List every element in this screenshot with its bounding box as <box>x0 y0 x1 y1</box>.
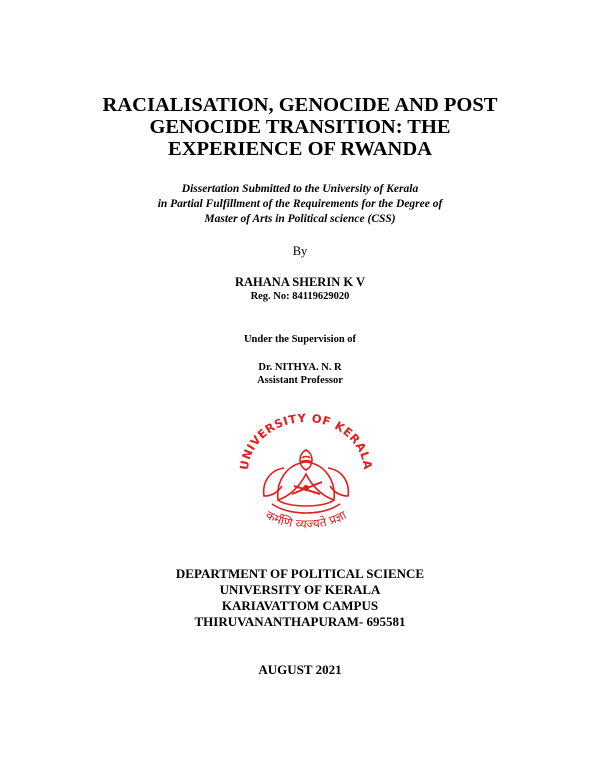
submission-date: AUGUST 2021 <box>258 662 342 677</box>
svg-text:कर्मणि व्यज्यते प्रज्ञा <box>263 507 349 531</box>
title-line-1: RACIALISATION, GENOCIDE AND POST <box>102 94 498 116</box>
submission-line-1: Dissertation Submitted to the University of Kerala <box>181 183 419 195</box>
submission-line-2: in Partial Fulfillment of the Requirements for the Degree of <box>157 198 443 210</box>
department-line-3: KARIAVATTOM CAMPUS <box>221 598 379 613</box>
title-line-3: EXPERIENCE OF RWANDA <box>168 138 432 160</box>
department-line-2: UNIVERSITY OF KERALA <box>219 582 381 597</box>
seal-motto: कर्मणि व्यज्यते प्रज्ञा <box>263 507 349 532</box>
department-line-1: DEPARTMENT OF POLITICAL SCIENCE <box>175 566 425 581</box>
seal-arc-text: UNIVERSITY OF KERALA <box>236 412 376 471</box>
supervisor-block <box>0 361 600 387</box>
department-line-4: THIRUVANANTHAPURAM- 695581 <box>194 614 406 629</box>
submission-statement <box>0 182 600 227</box>
author-name: RAHANA SHERIN K V <box>235 275 365 289</box>
by-label: By <box>292 244 308 258</box>
department-block <box>0 566 600 630</box>
thesis-title <box>0 94 600 160</box>
university-seal-logo <box>234 412 378 540</box>
submission-line-3: Master of Arts in Political science (CSS) <box>204 213 396 225</box>
supervisor-designation: Assistant Professor <box>257 375 343 386</box>
registration-number: Reg. No: 84119629020 <box>250 291 350 302</box>
title-line-2: GENOCIDE TRANSITION: THE <box>149 116 451 138</box>
supervisor-name: Dr. NITHYA. N. R <box>258 362 342 373</box>
supervision-label: Under the Supervision of <box>243 334 357 345</box>
